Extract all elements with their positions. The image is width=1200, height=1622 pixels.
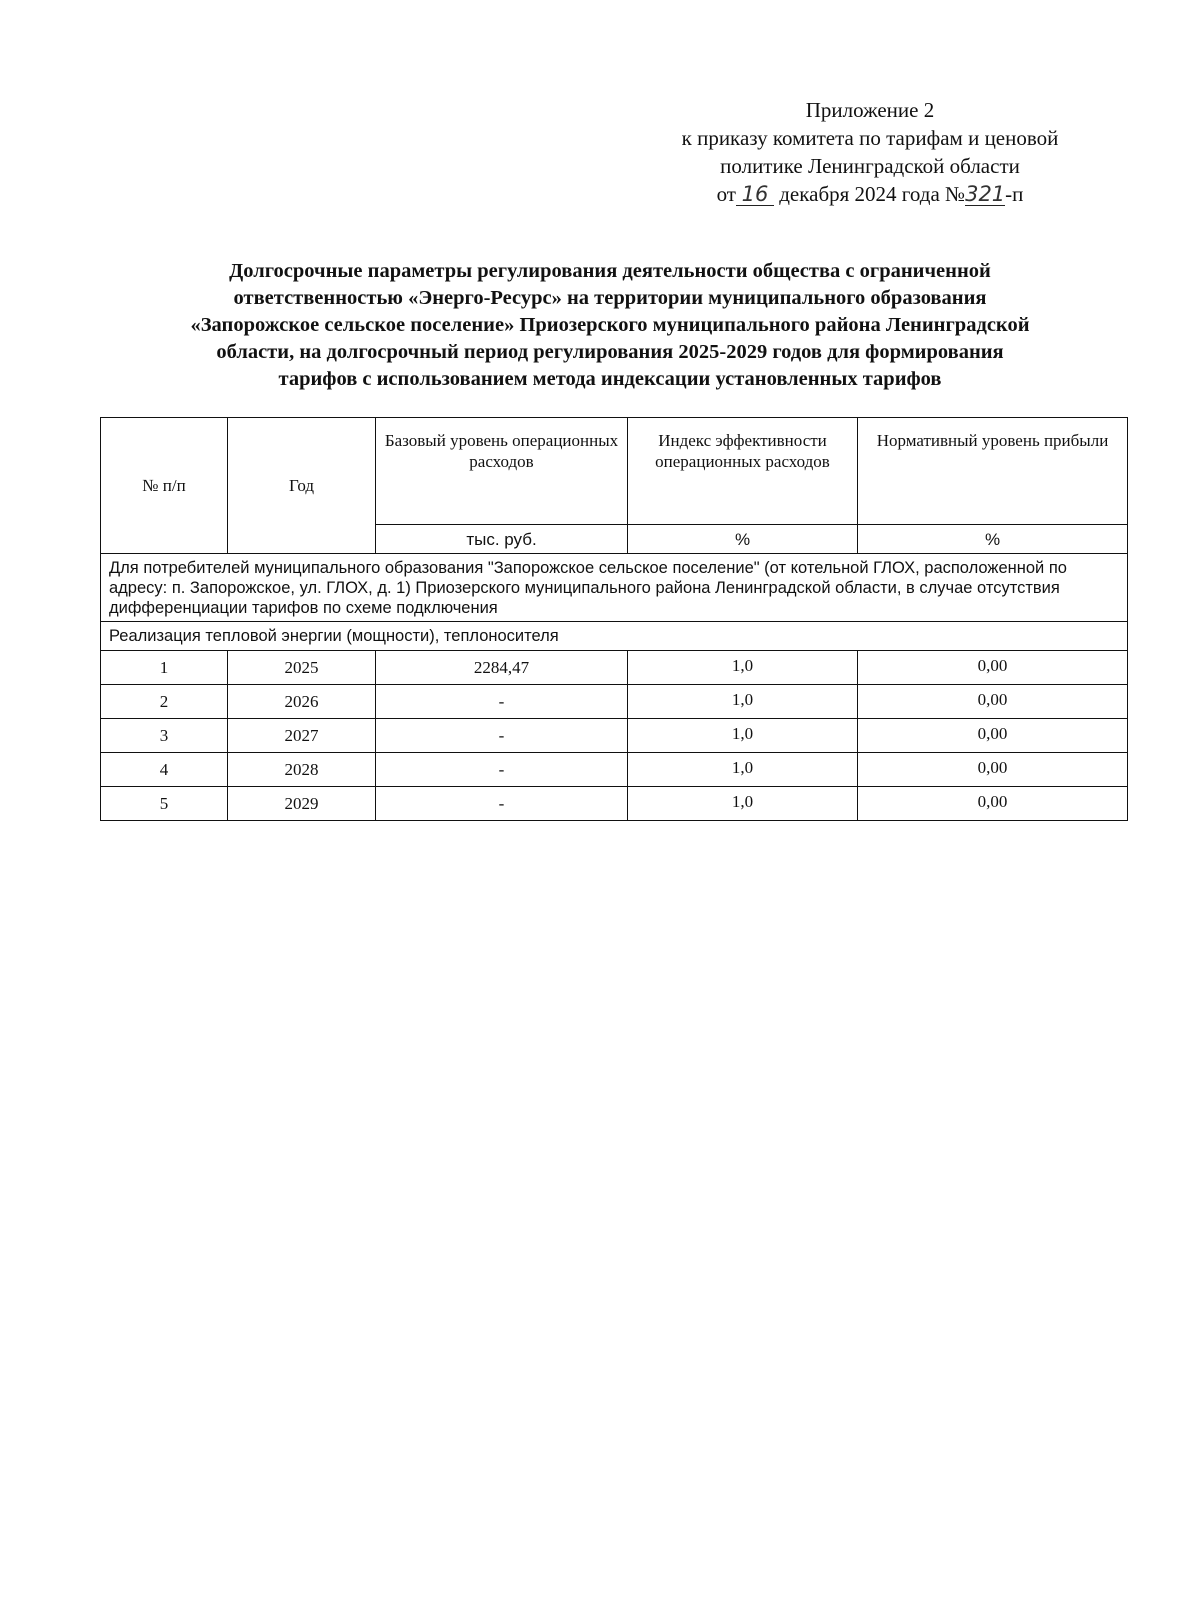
cell-year: 2028 [228,753,376,787]
group-label: Для потребителей муниципального образования "Запорожское сельское поселение" (от котельной ГЛОХ, расположенной по адресу: п. Запорожское, ул. ГЛОХ, д. 1) Приозерского муниципального района Ленинградской области, в случае отсутствия дифференциации тарифов по схеме подключения [101,554,1128,622]
cell-index: 1,0 [628,651,858,685]
group-row [101,554,1128,622]
order-suffix: -п [1005,182,1024,206]
cell-year: 2029 [228,787,376,821]
cell-year: 2026 [228,685,376,719]
document-title [100,258,1120,393]
header-profit: Нормативный уровень прибыли [858,418,1128,525]
cell-index: 1,0 [628,685,858,719]
unit-profit: % [858,525,1128,554]
cell-year: 2027 [228,719,376,753]
cell-num: 3 [101,719,228,753]
cell-profit: 0,00 [858,651,1128,685]
table-row [101,719,1128,753]
date-prefix: от [716,182,736,206]
title-line: ответственностью «Энерго-Ресурс» на территории муниципального образования [233,287,987,309]
appendix-order-ref: к приказу комитета по тарифам и ценовой [681,126,1059,150]
cell-num: 4 [101,753,228,787]
subgroup-label: Реализация тепловой энергии (мощности), теплоносителя [101,622,1128,651]
cell-profit: 0,00 [858,787,1128,821]
cell-num: 2 [101,685,228,719]
cell-base: 2284,47 [376,651,628,685]
table-row [101,685,1128,719]
cell-index: 1,0 [628,787,858,821]
appendix-title: Приложение 2 [805,98,935,122]
cell-profit: 0,00 [858,719,1128,753]
cell-index: 1,0 [628,753,858,787]
date-middle: декабря 2024 года № [779,182,966,206]
table-header-row [101,418,1128,525]
handwritten-day: 16 [736,183,774,206]
table-row [101,651,1128,685]
cell-year: 2025 [228,651,376,685]
cell-base: - [376,719,628,753]
cell-base: - [376,685,628,719]
header-base: Базовый уровень операционных расходов [376,418,628,525]
cell-num: 5 [101,787,228,821]
handwritten-order-number: 321 [965,182,1006,206]
header-index: Индекс эффективности операционных расходов [628,418,858,525]
title-line: тарифов с использованием метода индексации установленных тарифов [278,368,942,390]
title-line: «Запорожское сельское поселение» Приозерского муниципального района Ленинградской [190,314,1030,336]
cell-base: - [376,753,628,787]
unit-index: % [628,525,858,554]
table-row [101,787,1128,821]
cell-profit: 0,00 [858,753,1128,787]
cell-num: 1 [101,651,228,685]
title-line: Долгосрочные параметры регулирования деятельности общества с ограниченной [229,260,991,282]
cell-base: - [376,787,628,821]
header-year: Год [228,418,376,554]
appendix-date-line [640,180,1100,208]
cell-index: 1,0 [628,719,858,753]
unit-base: тыс. руб. [376,525,628,554]
table-row [101,753,1128,787]
parameters-table [100,417,1128,821]
appendix-header [640,96,1100,208]
cell-profit: 0,00 [858,685,1128,719]
appendix-committee: политике Ленинградской области [720,154,1020,178]
header-num: № п/п [101,418,228,554]
title-line: области, на долгосрочный период регулирования 2025-2029 годов для формирования [216,341,1004,363]
subgroup-row [101,622,1128,651]
